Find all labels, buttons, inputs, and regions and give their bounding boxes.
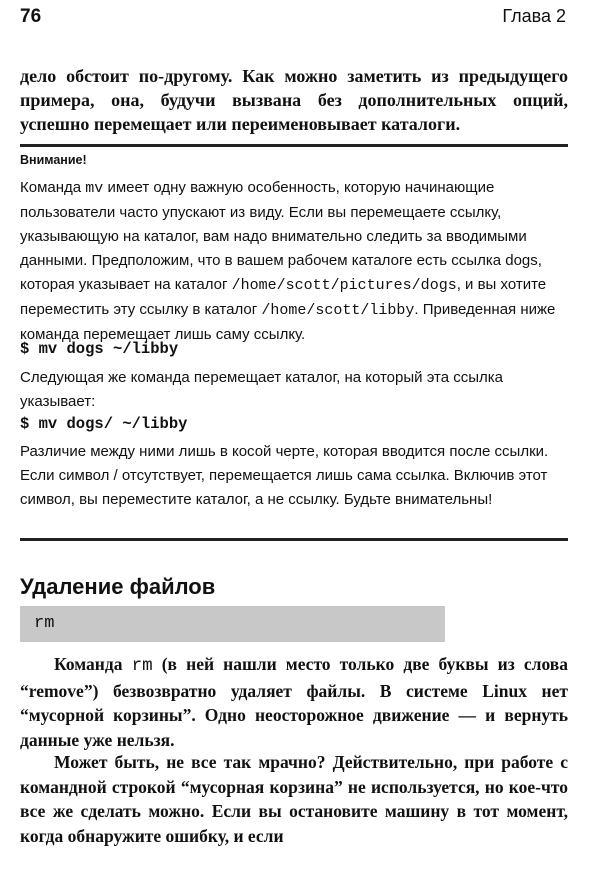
note-paragraph-3: Различие между ними лишь в косой черте, которая вводится после ссылки. Если символ / отсутствует, перемещается лишь сама ссылка. Включив этот символ, вы переместите каталог, а не ссылку. Будьте внимательны!: [20, 443, 549, 508]
inline-command: mv: [85, 180, 104, 197]
section-paragraph-2: Может быть, не все так мрачно? Действительно, при работе с командной строкой “мусорная корзина” не используется, но кое-что все же сделать можно. Если вы остановите машину в тот момент, когда обнаружите ошибку, и если: [20, 752, 568, 846]
command-banner: [20, 606, 445, 642]
note-paragraph-2: Следующая же команда перемещает каталог, на который эта ссылка указывает:: [20, 369, 504, 410]
intro-paragraph: дело обстоит по-другому. Как можно заметить из предыдущего примера, она, будучи вызвана без дополнительных опций, успешно перемещает или переименовывает каталоги.: [20, 66, 568, 134]
page-header: [20, 6, 566, 34]
body-text: Команда: [54, 654, 132, 674]
note-bottom-rule: [20, 538, 568, 541]
inline-command: rm: [131, 656, 153, 676]
body-text: (в ней нашли место только две буквы из слова “remove”) безвозвратно удаляет файлы. В системе Linux нет “мусорной корзины”. Одно неосторожное движение — и вернуть данные уже нельзя.: [20, 654, 568, 750]
command-banner-text: rm: [34, 614, 55, 633]
note-text: имеет одну важную особенность, которую начинающие пользователи часто упускают из виду. Если вы перемещаете ссылку, указывающую на каталог, вам надо внимательно следить за вводимыми данными. Предположим, что в вашем рабочем каталоге есть ссылка: [20, 179, 527, 269]
inline-path: /home/scott/pictures/dogs: [231, 277, 457, 294]
chapter-label: Глава 2: [502, 6, 566, 26]
note-paragraph-1: [20, 176, 568, 347]
note-title: Внимание!: [20, 153, 87, 167]
note-top-rule: [20, 144, 568, 147]
note-text: . Приведенная ниже команда перемещает лишь саму ссылку.: [20, 301, 556, 343]
note-text: Команда: [20, 179, 86, 196]
note-text: , которая указывает на каталог: [20, 252, 542, 293]
inline-path: /home/scott/libby: [261, 302, 415, 319]
page-number: 76: [20, 6, 42, 27]
command-example-1: $ mv dogs ~/libby: [20, 340, 179, 358]
note-text: , и вы хотите переместить эту ссылку в каталог: [20, 276, 547, 318]
inline-link-name: dogs: [505, 252, 538, 269]
command-example-2: $ mv dogs/ ~/libby: [20, 415, 188, 433]
section-title: Удаление файлов: [20, 574, 216, 599]
section-paragraph-1: [20, 652, 568, 752]
